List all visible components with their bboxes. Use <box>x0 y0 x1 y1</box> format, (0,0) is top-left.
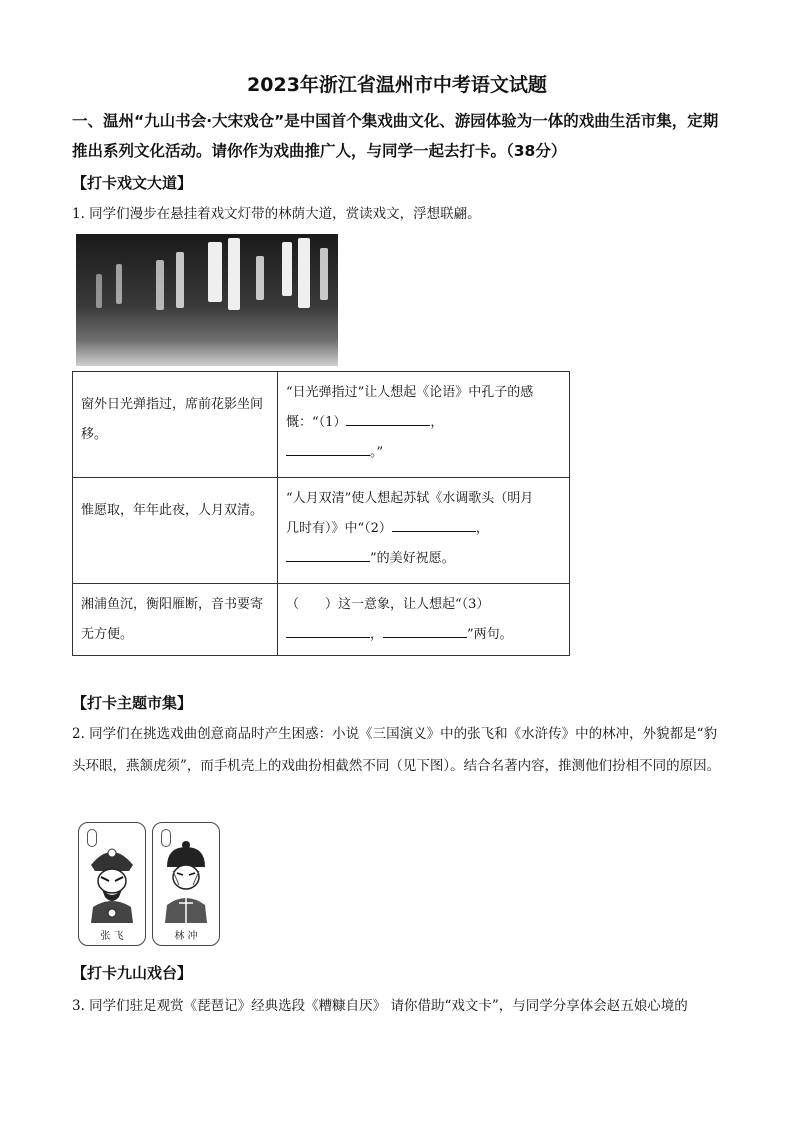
table-row2-left: 惟愿取，年年此夜，人月双清。 <box>73 478 278 584</box>
street-lantern-photo <box>76 234 338 366</box>
zhangfei-figure-icon <box>79 831 145 931</box>
section-intro: 一、温州“九山书会·大宋戏仓”是中国首个集戏曲文化、游园体验为一体的戏曲生活市集，定期推出系列文化活动。请你作为戏曲推广人，与同学一起去打卡。（38分） <box>72 112 719 160</box>
page-title: 2023年浙江省温州市中考语文试题 <box>247 74 547 96</box>
phone2-label: 林 冲 <box>174 931 198 942</box>
phone-case-zhangfei <box>78 822 146 946</box>
poem-table <box>72 371 570 656</box>
table-row3-right: （ ）这一意象，让人想起“（3） ， ”两句。 <box>278 584 570 656</box>
answer-blank[interactable] <box>392 517 476 532</box>
table-row1-right: “日光弹指过”让人想起《论语》中孔子的感 慨：“（1） ， 。” <box>278 372 570 478</box>
question-3: 3. 同学们驻足观赏《琵琶记》经典选段《糟糠自厌》 请你借助“戏文卡”，与同学分享体会赵五娘心境的 <box>72 998 688 1014</box>
answer-blank[interactable] <box>286 547 370 562</box>
heading-part3: 【打卡九山戏台】 <box>72 964 193 982</box>
table-row3-left: 湘浦鱼沉，衡阳雁断，音书要寄无方便。 <box>73 584 278 656</box>
answer-blank[interactable] <box>286 623 370 638</box>
phone-case-linchong <box>152 822 220 946</box>
heading-part2: 【打卡主题市集】 <box>72 694 193 712</box>
table-row1-left: 窗外日光弹指过，席前花影坐间移。 <box>73 372 278 478</box>
question-2: 2. 同学们在挑选戏曲创意商品时产生困惑：小说《三国演义》中的张飞和《水浒传》中的林冲，外貌都是“豹头环眼，燕颔虎须”，而手机壳上的戏曲扮相截然不同（见下图）。结合名著内容，推测他们扮相不同的原因。 <box>72 726 721 774</box>
question-1: 1. 同学们漫步在悬挂着戏文灯带的林荫大道，赏读戏文，浮想联翩。 <box>72 206 481 222</box>
answer-blank[interactable] <box>346 411 430 426</box>
answer-blank[interactable] <box>383 623 467 638</box>
table-row2-right: “人月双清”使人想起苏轼《水调歌头（明月 几时有）》中“（2） ， ”的美好祝愿。 <box>278 478 570 584</box>
answer-blank[interactable] <box>286 441 370 456</box>
heading-part1: 【打卡戏文大道】 <box>72 174 193 192</box>
linchong-figure-icon <box>153 831 219 931</box>
phone1-label: 张 飞 <box>100 931 124 942</box>
